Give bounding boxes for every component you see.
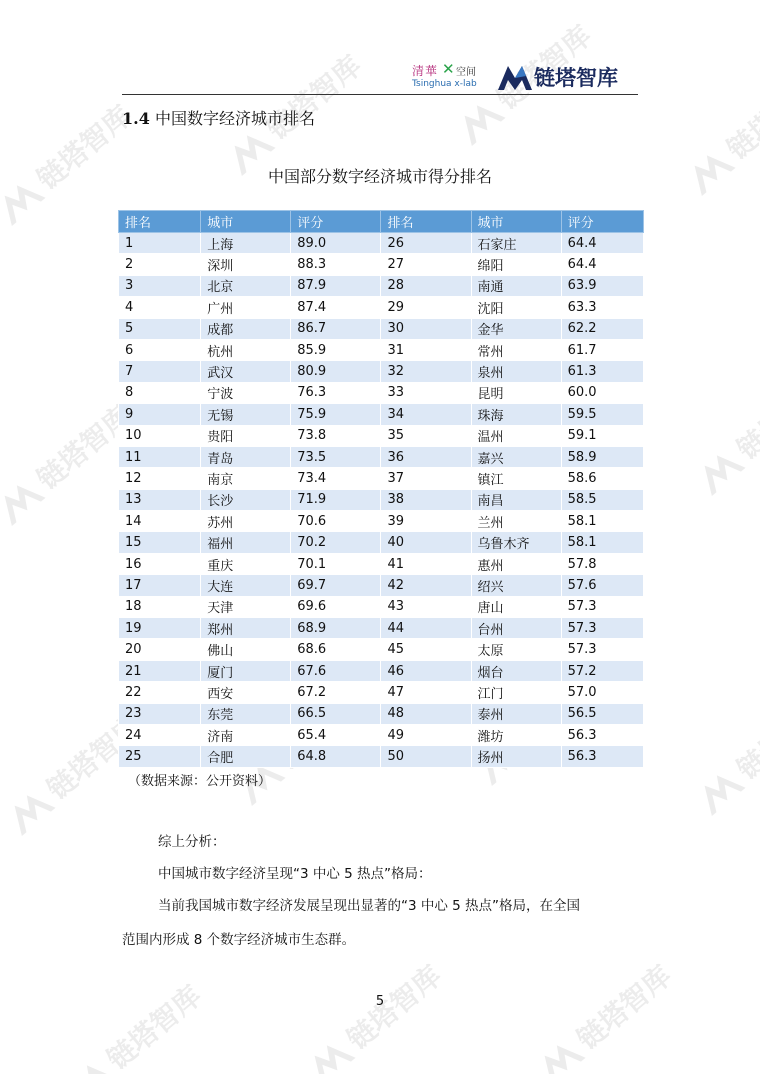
cell-score: 76.3 — [291, 382, 381, 403]
table-row — [119, 446, 644, 467]
analysis-paragraph-cont: 范围内形成 8 个数字经济城市生态群。 — [122, 932, 356, 948]
cell-city: 金华 — [471, 318, 561, 339]
cell-rank: 24 — [119, 724, 201, 745]
table-row — [119, 532, 644, 553]
cell-rank: 38 — [381, 489, 471, 510]
lianta-logo-text: 链塔智库 — [534, 66, 618, 90]
cell-rank: 41 — [381, 553, 471, 574]
cell-score: 61.3 — [561, 361, 643, 382]
cell-rank: 19 — [119, 618, 201, 639]
cell-score: 57.0 — [561, 682, 643, 703]
cell-city: 嘉兴 — [471, 446, 561, 467]
cell-rank: 3 — [119, 275, 201, 296]
cell-city: 绍兴 — [471, 575, 561, 596]
tsinghua-logo-space: 空间 — [456, 67, 476, 78]
cell-rank: 30 — [381, 318, 471, 339]
cell-city: 佛山 — [201, 639, 291, 660]
cell-rank: 42 — [381, 575, 471, 596]
cell-score: 56.3 — [561, 746, 643, 767]
cell-score: 68.9 — [291, 618, 381, 639]
cell-score: 70.1 — [291, 553, 381, 574]
cell-city: 苏州 — [201, 511, 291, 532]
cell-city: 南昌 — [471, 489, 561, 510]
cell-city: 镇江 — [471, 468, 561, 489]
table-row — [119, 553, 644, 574]
cell-rank: 22 — [119, 682, 201, 703]
table-row — [119, 297, 644, 318]
city-ranking-table — [118, 210, 644, 768]
x-icon: ✕ — [442, 60, 455, 78]
cell-city: 烟台 — [471, 660, 561, 681]
cell-score: 75.9 — [291, 404, 381, 425]
cell-score: 70.6 — [291, 511, 381, 532]
cell-city: 深圳 — [201, 254, 291, 275]
cell-rank: 18 — [119, 596, 201, 617]
cell-city: 武汉 — [201, 361, 291, 382]
cell-rank: 37 — [381, 468, 471, 489]
table-body — [119, 233, 644, 768]
cell-city: 潍坊 — [471, 724, 561, 745]
cell-rank: 46 — [381, 660, 471, 681]
pattern-paragraph: 中国城市数字经济呈现“3 中心 5 热点”格局： — [158, 866, 432, 882]
cell-score: 80.9 — [291, 361, 381, 382]
cell-score: 58.1 — [561, 532, 643, 553]
cell-score: 57.8 — [561, 553, 643, 574]
cell-rank: 49 — [381, 724, 471, 745]
watermark-pattern: 链塔智库 — [0, 0, 760, 1074]
cell-rank: 45 — [381, 639, 471, 660]
cell-city: 青岛 — [201, 446, 291, 467]
table-row — [119, 682, 644, 703]
cell-city: 南京 — [201, 468, 291, 489]
cell-rank: 27 — [381, 254, 471, 275]
cell-city: 济南 — [201, 724, 291, 745]
cell-score: 57.3 — [561, 639, 643, 660]
table-row — [119, 233, 644, 254]
cell-score: 88.3 — [291, 254, 381, 275]
page-number: 5 — [375, 994, 385, 1009]
cell-score: 56.3 — [561, 724, 643, 745]
table-row — [119, 746, 644, 767]
summary-paragraph: 综上分析： — [158, 834, 226, 850]
cell-rank: 1 — [119, 233, 201, 254]
lianta-mark-icon — [498, 62, 532, 90]
cell-score: 89.0 — [291, 233, 381, 254]
cell-score: 58.9 — [561, 446, 643, 467]
cell-city: 南通 — [471, 275, 561, 296]
header-score: 评分 — [291, 211, 381, 233]
page-header — [122, 58, 638, 95]
cell-score: 57.6 — [561, 575, 643, 596]
cell-city: 泰州 — [471, 703, 561, 724]
table-row — [119, 489, 644, 510]
cell-city: 温州 — [471, 425, 561, 446]
cell-city: 郑州 — [201, 618, 291, 639]
header-score: 评分 — [561, 211, 643, 233]
cell-city: 厦门 — [201, 660, 291, 681]
table-row — [119, 618, 644, 639]
table-row — [119, 703, 644, 724]
table-row — [119, 639, 644, 660]
cell-rank: 34 — [381, 404, 471, 425]
table-row — [119, 254, 644, 275]
cell-score: 58.6 — [561, 468, 643, 489]
cell-rank: 7 — [119, 361, 201, 382]
cell-city: 西安 — [201, 682, 291, 703]
cell-rank: 2 — [119, 254, 201, 275]
cell-rank: 31 — [381, 339, 471, 360]
cell-rank: 36 — [381, 446, 471, 467]
cell-city: 珠海 — [471, 404, 561, 425]
cell-city: 石家庄 — [471, 233, 561, 254]
tsinghua-logo-en: Tsinghua x-lab — [412, 79, 477, 89]
cell-rank: 25 — [119, 746, 201, 767]
cell-rank: 23 — [119, 703, 201, 724]
cell-rank: 39 — [381, 511, 471, 532]
cell-score: 61.7 — [561, 339, 643, 360]
cell-rank: 44 — [381, 618, 471, 639]
cell-rank: 11 — [119, 446, 201, 467]
cell-city: 唐山 — [471, 596, 561, 617]
cell-score: 59.5 — [561, 404, 643, 425]
cell-score: 68.6 — [291, 639, 381, 660]
cell-score: 58.1 — [561, 511, 643, 532]
cell-score: 67.6 — [291, 660, 381, 681]
cell-city: 宁波 — [201, 382, 291, 403]
cell-rank: 43 — [381, 596, 471, 617]
cell-rank: 33 — [381, 382, 471, 403]
cell-city: 扬州 — [471, 746, 561, 767]
cell-score: 56.5 — [561, 703, 643, 724]
cell-city: 绵阳 — [471, 254, 561, 275]
cell-rank: 5 — [119, 318, 201, 339]
cell-score: 57.3 — [561, 618, 643, 639]
cell-score: 57.3 — [561, 596, 643, 617]
cell-score: 69.7 — [291, 575, 381, 596]
cell-city: 沈阳 — [471, 297, 561, 318]
table-row — [119, 724, 644, 745]
cell-city: 无锡 — [201, 404, 291, 425]
cell-score: 86.7 — [291, 318, 381, 339]
cell-rank: 32 — [381, 361, 471, 382]
cell-score: 87.9 — [291, 275, 381, 296]
cell-rank: 47 — [381, 682, 471, 703]
section-number: 1.4 — [122, 109, 150, 128]
cell-city: 贵阳 — [201, 425, 291, 446]
cell-city: 江门 — [471, 682, 561, 703]
cell-score: 64.4 — [561, 254, 643, 275]
cell-city: 北京 — [201, 275, 291, 296]
cell-score: 73.5 — [291, 446, 381, 467]
table-row — [119, 404, 644, 425]
cell-rank: 12 — [119, 468, 201, 489]
cell-score: 67.2 — [291, 682, 381, 703]
cell-score: 62.2 — [561, 318, 643, 339]
table-row — [119, 318, 644, 339]
cell-rank: 50 — [381, 746, 471, 767]
cell-city: 兰州 — [471, 511, 561, 532]
cell-city: 惠州 — [471, 553, 561, 574]
cell-city: 台州 — [471, 618, 561, 639]
cell-city: 天津 — [201, 596, 291, 617]
analysis-paragraph: 当前我国城市数字经济发展呈现出显著的“3 中心 5 热点”格局，在全国 — [158, 898, 581, 914]
cell-rank: 14 — [119, 511, 201, 532]
cell-rank: 29 — [381, 297, 471, 318]
table-row — [119, 339, 644, 360]
lianta-logo — [498, 60, 638, 92]
section-heading — [122, 106, 315, 129]
cell-rank: 40 — [381, 532, 471, 553]
cell-city: 重庆 — [201, 553, 291, 574]
table-title: 中国部分数字经济城市得分排名 — [267, 167, 492, 186]
cell-rank: 15 — [119, 532, 201, 553]
cell-city: 大连 — [201, 575, 291, 596]
cell-city: 成都 — [201, 318, 291, 339]
table-row — [119, 511, 644, 532]
cell-city: 上海 — [201, 233, 291, 254]
cell-score: 60.0 — [561, 382, 643, 403]
cell-rank: 48 — [381, 703, 471, 724]
cell-score: 65.4 — [291, 724, 381, 745]
cell-rank: 17 — [119, 575, 201, 596]
table-row — [119, 382, 644, 403]
table-row — [119, 425, 644, 446]
cell-city: 广州 — [201, 297, 291, 318]
cell-city: 长沙 — [201, 489, 291, 510]
cell-city: 乌鲁木齐 — [471, 532, 561, 553]
cell-score: 57.2 — [561, 660, 643, 681]
table-row — [119, 275, 644, 296]
cell-score: 58.5 — [561, 489, 643, 510]
cell-rank: 9 — [119, 404, 201, 425]
header-city: 城市 — [471, 211, 561, 233]
cell-score: 70.2 — [291, 532, 381, 553]
table-header-row — [119, 211, 644, 233]
cell-score: 71.9 — [291, 489, 381, 510]
table-row — [119, 660, 644, 681]
cell-rank: 28 — [381, 275, 471, 296]
cell-rank: 16 — [119, 553, 201, 574]
data-source-note: （数据来源：公开资料） — [128, 774, 272, 789]
cell-score: 64.4 — [561, 233, 643, 254]
header-rank: 排名 — [119, 211, 201, 233]
cell-city: 昆明 — [471, 382, 561, 403]
cell-city: 东莞 — [201, 703, 291, 724]
tsinghua-logo-cn: 清華 — [412, 64, 439, 78]
cell-city: 福州 — [201, 532, 291, 553]
tsinghua-xlab-logo — [412, 62, 504, 92]
cell-city: 太原 — [471, 639, 561, 660]
cell-rank: 6 — [119, 339, 201, 360]
cell-rank: 13 — [119, 489, 201, 510]
cell-rank: 35 — [381, 425, 471, 446]
cell-score: 59.1 — [561, 425, 643, 446]
cell-city: 泉州 — [471, 361, 561, 382]
table-row — [119, 361, 644, 382]
cell-score: 85.9 — [291, 339, 381, 360]
cell-score: 66.5 — [291, 703, 381, 724]
cell-score: 73.4 — [291, 468, 381, 489]
cell-city: 合肥 — [201, 746, 291, 767]
section-title-text: 中国数字经济城市排名 — [154, 109, 315, 128]
cell-city: 常州 — [471, 339, 561, 360]
header-city: 城市 — [201, 211, 291, 233]
cell-rank: 20 — [119, 639, 201, 660]
table-row — [119, 468, 644, 489]
cell-score: 63.9 — [561, 275, 643, 296]
cell-score: 87.4 — [291, 297, 381, 318]
cell-score: 69.6 — [291, 596, 381, 617]
cell-rank: 10 — [119, 425, 201, 446]
cell-rank: 26 — [381, 233, 471, 254]
header-rank: 排名 — [381, 211, 471, 233]
cell-rank: 21 — [119, 660, 201, 681]
cell-score: 64.8 — [291, 746, 381, 767]
table-row — [119, 575, 644, 596]
cell-score: 63.3 — [561, 297, 643, 318]
cell-city: 杭州 — [201, 339, 291, 360]
cell-rank: 4 — [119, 297, 201, 318]
cell-rank: 8 — [119, 382, 201, 403]
table-row — [119, 596, 644, 617]
cell-score: 73.8 — [291, 425, 381, 446]
